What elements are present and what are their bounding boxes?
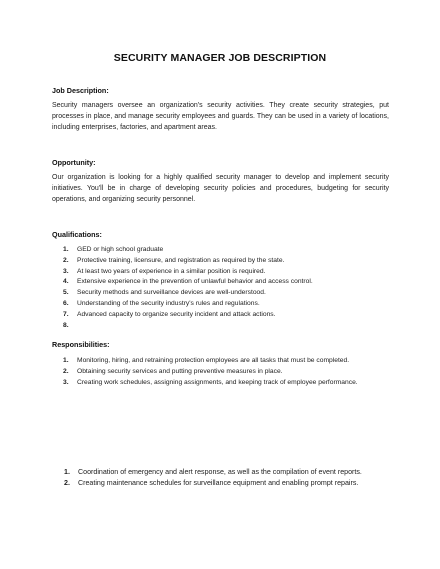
list-item (52, 378, 392, 389)
additional-responsibilities-list (52, 467, 389, 490)
responsibilities-list (52, 356, 392, 388)
list-number: 3. (63, 267, 69, 275)
job-description-text: Security managers oversee an organization's security activities. They create security strategies, put processes in place, and manage security employees and guards. They can be used in a variety of locations, including enterprises, factories, and apartment areas. (52, 102, 389, 132)
list-item (52, 467, 389, 478)
list-number: 2. (63, 367, 69, 375)
list-number: 1. (64, 468, 70, 476)
list-item (52, 245, 392, 256)
list-text: Creating work schedules, assigning assignments, and keeping track of employee performance. (77, 378, 358, 386)
list-text: Monitoring, hiring, and retraining protection employees are all tasks that must be completed. (77, 357, 350, 364)
list-item (52, 256, 392, 267)
job-description-heading: Job Description: (52, 86, 109, 95)
responsibilities-heading: Responsibilities: (52, 340, 110, 349)
list-number: 2. (64, 479, 70, 488)
list-text: At least two years of experience in a similar position is required. (77, 267, 266, 275)
list-item (52, 310, 392, 321)
list-number: 7. (63, 310, 69, 318)
list-item (52, 356, 392, 367)
list-item (52, 267, 392, 278)
list-text: Understanding of the security industry's rules and regulations. (77, 299, 260, 307)
list-item (52, 321, 392, 332)
list-text: Extensive experience in the prevention of unlawful behavior and access control. (77, 278, 313, 286)
list-item (52, 288, 392, 299)
list-text: Advanced capacity to organize security incident and attack actions. (77, 310, 276, 318)
list-item (52, 299, 392, 310)
list-number: 8. (63, 321, 69, 329)
opportunity-text: Our organization is looking for a highly qualified security manager to develop and implement security initiatives. You'll be in charge of developing security policies and procedures, budgeting for security operations, and organizing security personnel. (52, 174, 389, 204)
list-text: Security methods and surveillance devices are well-understood. (77, 289, 266, 297)
list-number: 1. (63, 246, 69, 253)
qualifications-list (52, 245, 392, 331)
list-number: 4. (63, 278, 69, 286)
list-item (52, 367, 392, 378)
list-text: Protective training, licensure, and registration as required by the state. (77, 256, 285, 264)
list-text: Coordination of emergency and alert response, as well as the compilation of event reports. (78, 468, 362, 476)
document-title: SECURITY MANAGER JOB DESCRIPTION (113, 52, 327, 64)
list-text: GED or high school graduate (77, 246, 164, 253)
list-item (52, 478, 389, 489)
list-number: 2. (63, 256, 69, 264)
list-number: 1. (63, 357, 69, 364)
list-text: Creating maintenance schedules for surveillance equipment and enabling prompt repairs. (78, 479, 359, 488)
opportunity-heading: Opportunity: (52, 158, 96, 167)
list-number: 3. (63, 378, 69, 386)
list-item (52, 277, 392, 288)
list-number: 5. (63, 289, 69, 297)
qualifications-heading: Qualifications: (52, 230, 102, 239)
list-number: 6. (63, 299, 69, 307)
list-text: Obtaining security services and putting preventive measures in place. (77, 367, 283, 375)
